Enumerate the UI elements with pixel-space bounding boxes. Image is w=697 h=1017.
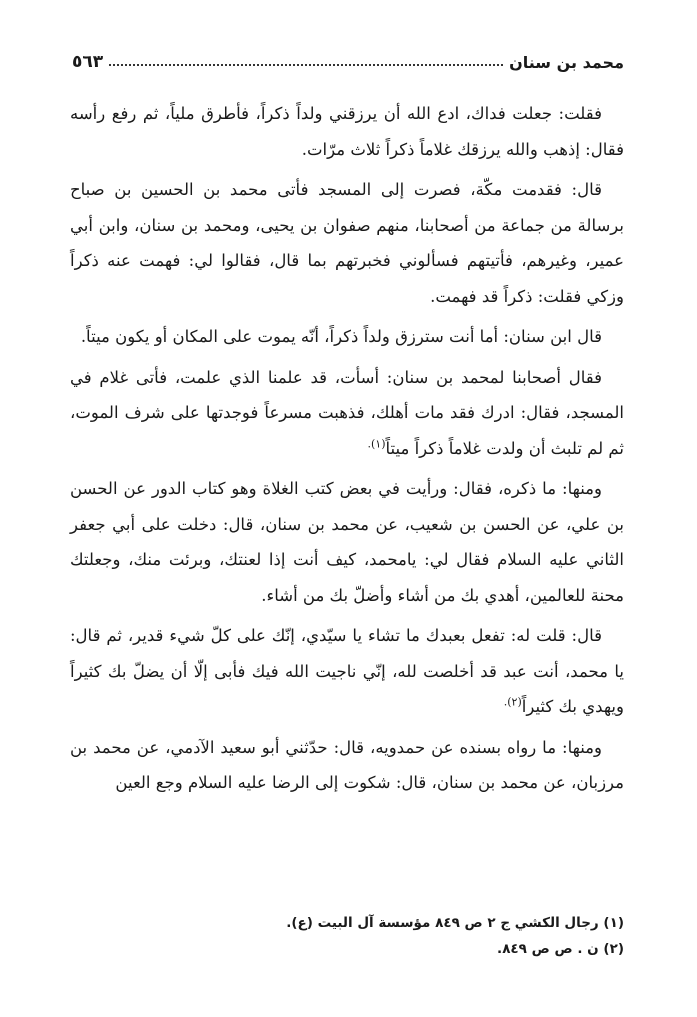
paragraph-text: فقال أصحابنا لمحمد بن سنان: أسأت، قد علمنا الذي علمت، فأتى غلام في المسجد، فقال: ادرك فقد مات أهلك، فذهبت مسرعاً فوجدتها على شرف الموت، ثم لم تلبث أن ولدت غلاماً ذكراً ميتاً (70, 367, 624, 458)
footnote-reference[interactable]: (١). (367, 437, 386, 450)
paragraph-text: ومنها: ما ذكره، فقال: ورأيت في بعض كتب الغلاة وهو كتاب الدور عن الحسن بن علي، عن الحسن بن شعيب، عن محمد بن سنان، قال: دخلت على أبي جعفر الثاني عليه السلام فقال لي: يامحمد، كيف أنت إذا لعنتك، وبرئت منك، وجعلتك محنة للعالمين، أهدي بك من أشاء وأضلّ بك من أشاء. (70, 479, 624, 605)
main-text (70, 96, 624, 806)
header-dot-leader (109, 64, 503, 66)
paragraph-text: قال: قلت له: تفعل بعبدك ما تشاء يا سيّدي، إنّك على كلّ شيء قدير، ثم قال: يا محمد، أنت عبد قد أخلصت لله، إنّي ناجيت الله فيك فأبى إلّا أن يضلّ بك كثيراً ويهدي بك كثيراً (70, 626, 624, 716)
paragraph (70, 730, 624, 801)
paragraph-text: قال ابن سنان: أما أنت سترزق ولداً ذكراً، أنّه يموت على المكان أو يكون ميتاً. (80, 327, 602, 346)
paragraph (70, 471, 624, 613)
paragraph-text: ومنها: ما رواه بسنده عن حمدويه، قال: حدّثني أبو سعيد الآدمي، عن محمد بن مرزبان، عن محمد بن سنان، قال: شكوت إلى الرضا عليه السلام وجع العين (70, 737, 624, 792)
footnote: (١) رجال الكشي ج ٢ ص ٨٤٩ مؤسسة آل البيت (ع). (286, 915, 624, 931)
paragraph (70, 96, 624, 167)
footnote-reference[interactable]: (٢). (503, 695, 522, 709)
header-title: محمد بن سنان (509, 52, 624, 72)
paragraph (70, 618, 624, 725)
paragraph (70, 360, 624, 467)
footnote: (٢) ن . ص ص ٨٤٩. (497, 941, 624, 957)
paragraph-text: قال: فقدمت مكّة، فصرت إلى المسجد فأتى محمد بن الحسين بن صباح برسالة من جماعة من أصحابنا، منهم صفوان بن يحيى، ومحمد بن سنان، وابن أبي عمير، وغيرهم، فأتيتهم فسألوني فخبرتهم بما قال، فقالوا لي: فهمت عنه ذكراً وزكي فقلت: ذكراً قد فهمت. (70, 180, 624, 306)
paragraph (70, 319, 624, 355)
page-number: ٥٦٣ (72, 52, 104, 72)
paragraph-text: فقلت: جعلت فداك، ادع الله أن يرزقني ولداً ذكراً، فأطرق ملياً، ثم رفع رأسه فقال: إذهب والله يرزقك غلاماً ذكراً ثلاث مرّات. (70, 104, 624, 159)
paragraph (70, 172, 624, 314)
footnotes (70, 910, 624, 962)
running-header (72, 50, 624, 74)
